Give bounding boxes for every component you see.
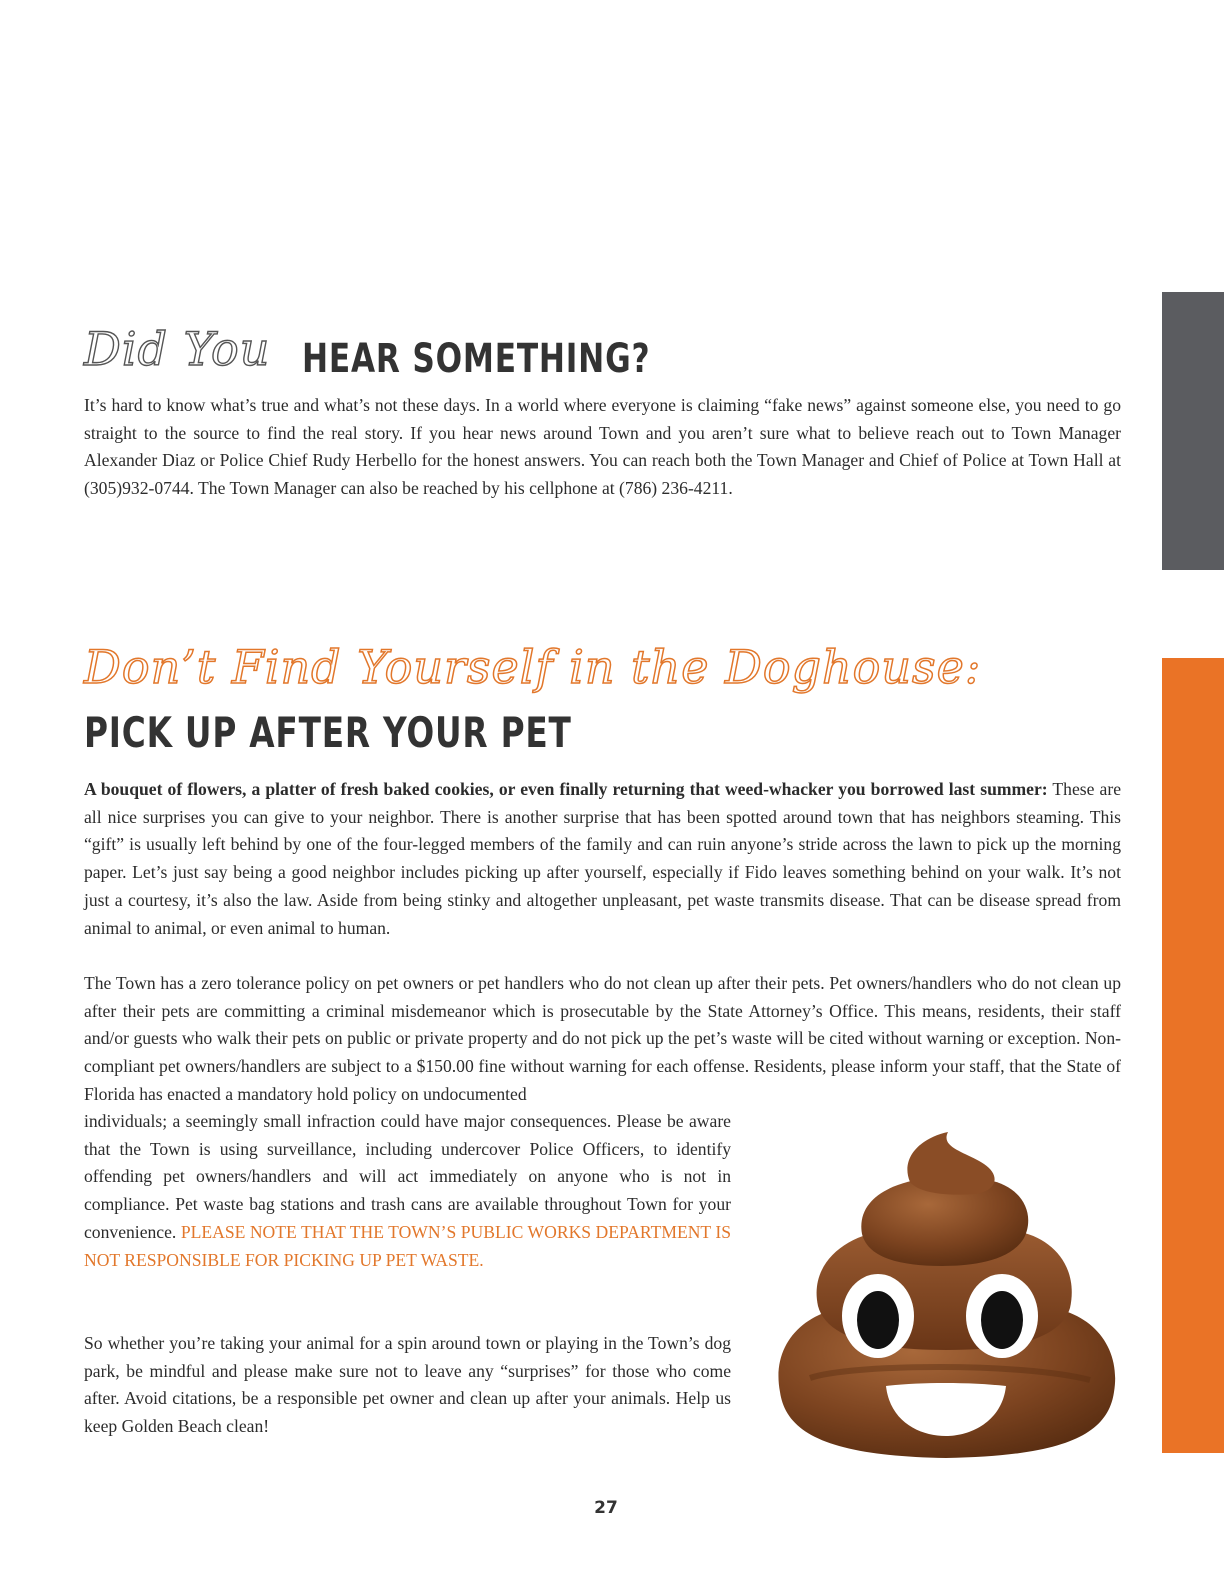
- gray-section-tab: [1162, 292, 1224, 570]
- script-title-doghouse: Don’t Find Yourself in the Doghouse:: [84, 640, 982, 694]
- paragraph-surveillance: [84, 1108, 731, 1274]
- paragraph-surprises-body: These are all nice surprises you can give to your neighbor. There is another surprise that has been spotted around town that has neighbors steaming. This “gift” is usually left behind by one of the four-legged members of the family and can ruin anyone’s stride across the lawn to pick up the morning paper. Let’s just say being a good neighbor includes picking up after yourself, especially if Fido leaves something behind on your walk. It’s not just a courtesy, it’s also the law. Aside from being stinky and altogether unpleasant, pet waste transmits disease. That can be disease spread from animal to animal, or even animal to human.: [84, 779, 1122, 938]
- paragraph-closing: So whether you’re taking your animal for a spin around town or playing in the Town’s dog park, be mindful and please make sure not to leave any “surprises” for those who come after. Avoid citations, be a responsible pet owner and clean up after your animals. Help us keep Golden Beach clean!: [84, 1333, 731, 1437]
- paragraph-surprises: [84, 776, 1121, 942]
- paragraph-hear-something: It’s hard to know what’s true and what’s not these days. In a world where everyone is claiming “fake news” against someone else, you need to go straight to the source to find the real story. If you hear news around Town and you aren’t sure what to believe reach out to Town Manager Alexander Diaz or Police Chief Rudy Herbello for the honest answers. You can reach both the Town Manager and Chief of Police at Town Hall at (305)932-0744. The Town Manager can also be reached by his cellphone at (786) 236-4211.: [84, 395, 1121, 499]
- caps-title-pick-up-after-your-pet: PICK UP AFTER YOUR PET: [84, 708, 572, 757]
- pile-of-poo-emoji-icon: [770, 1130, 1122, 1466]
- orange-section-tab: [1162, 658, 1224, 1453]
- section-heading-hear-something: [84, 318, 1124, 388]
- lead-in-bold: A bouquet of flowers, a platter of fresh baked cookies, or even finally returning that weed-whacker you borrowed last summer:: [84, 779, 1048, 799]
- script-title-did-you: Did You: [84, 322, 271, 376]
- paragraph-surveillance-body: individuals; a seemingly small infraction could have major consequences. Please be aware that the Town is using surveillance, including undercover Police Officers, to identify offending pet owners/handlers and will act immediately on anyone who is not in compliance. Pet waste bag stations and trash cans are available throughout Town for your convenience.: [84, 1111, 731, 1242]
- page-number: 27: [594, 1498, 618, 1518]
- paragraph-zero-tolerance: The Town has a zero tolerance policy on pet owners or pet handlers who do not clean up after their pets. Pet owners/handlers who do not clean up after their pets are committing a criminal misdemeanor which is prosecutable by the State Attorney’s Office. This means, residents, their staff and/or guests who walk their pets on public or private property and do not pick up the pet’s waste will be cited without warning or exception. Non-compliant pet owners/handlers are subject to a $150.00 fine without warning for each offense. Residents, please inform your staff, that the State of Florida has enacted a mandatory hold policy on undocumented: [84, 973, 1121, 1104]
- caps-title-hear-something: HEAR SOMETHING?: [302, 336, 651, 382]
- public-works-notice: PLEASE NOTE THAT THE TOWN’S PUBLIC WORKS DEPARTMENT IS NOT RESPONSIBLE FOR PICKING UP PET WASTE.: [84, 1221, 731, 1270]
